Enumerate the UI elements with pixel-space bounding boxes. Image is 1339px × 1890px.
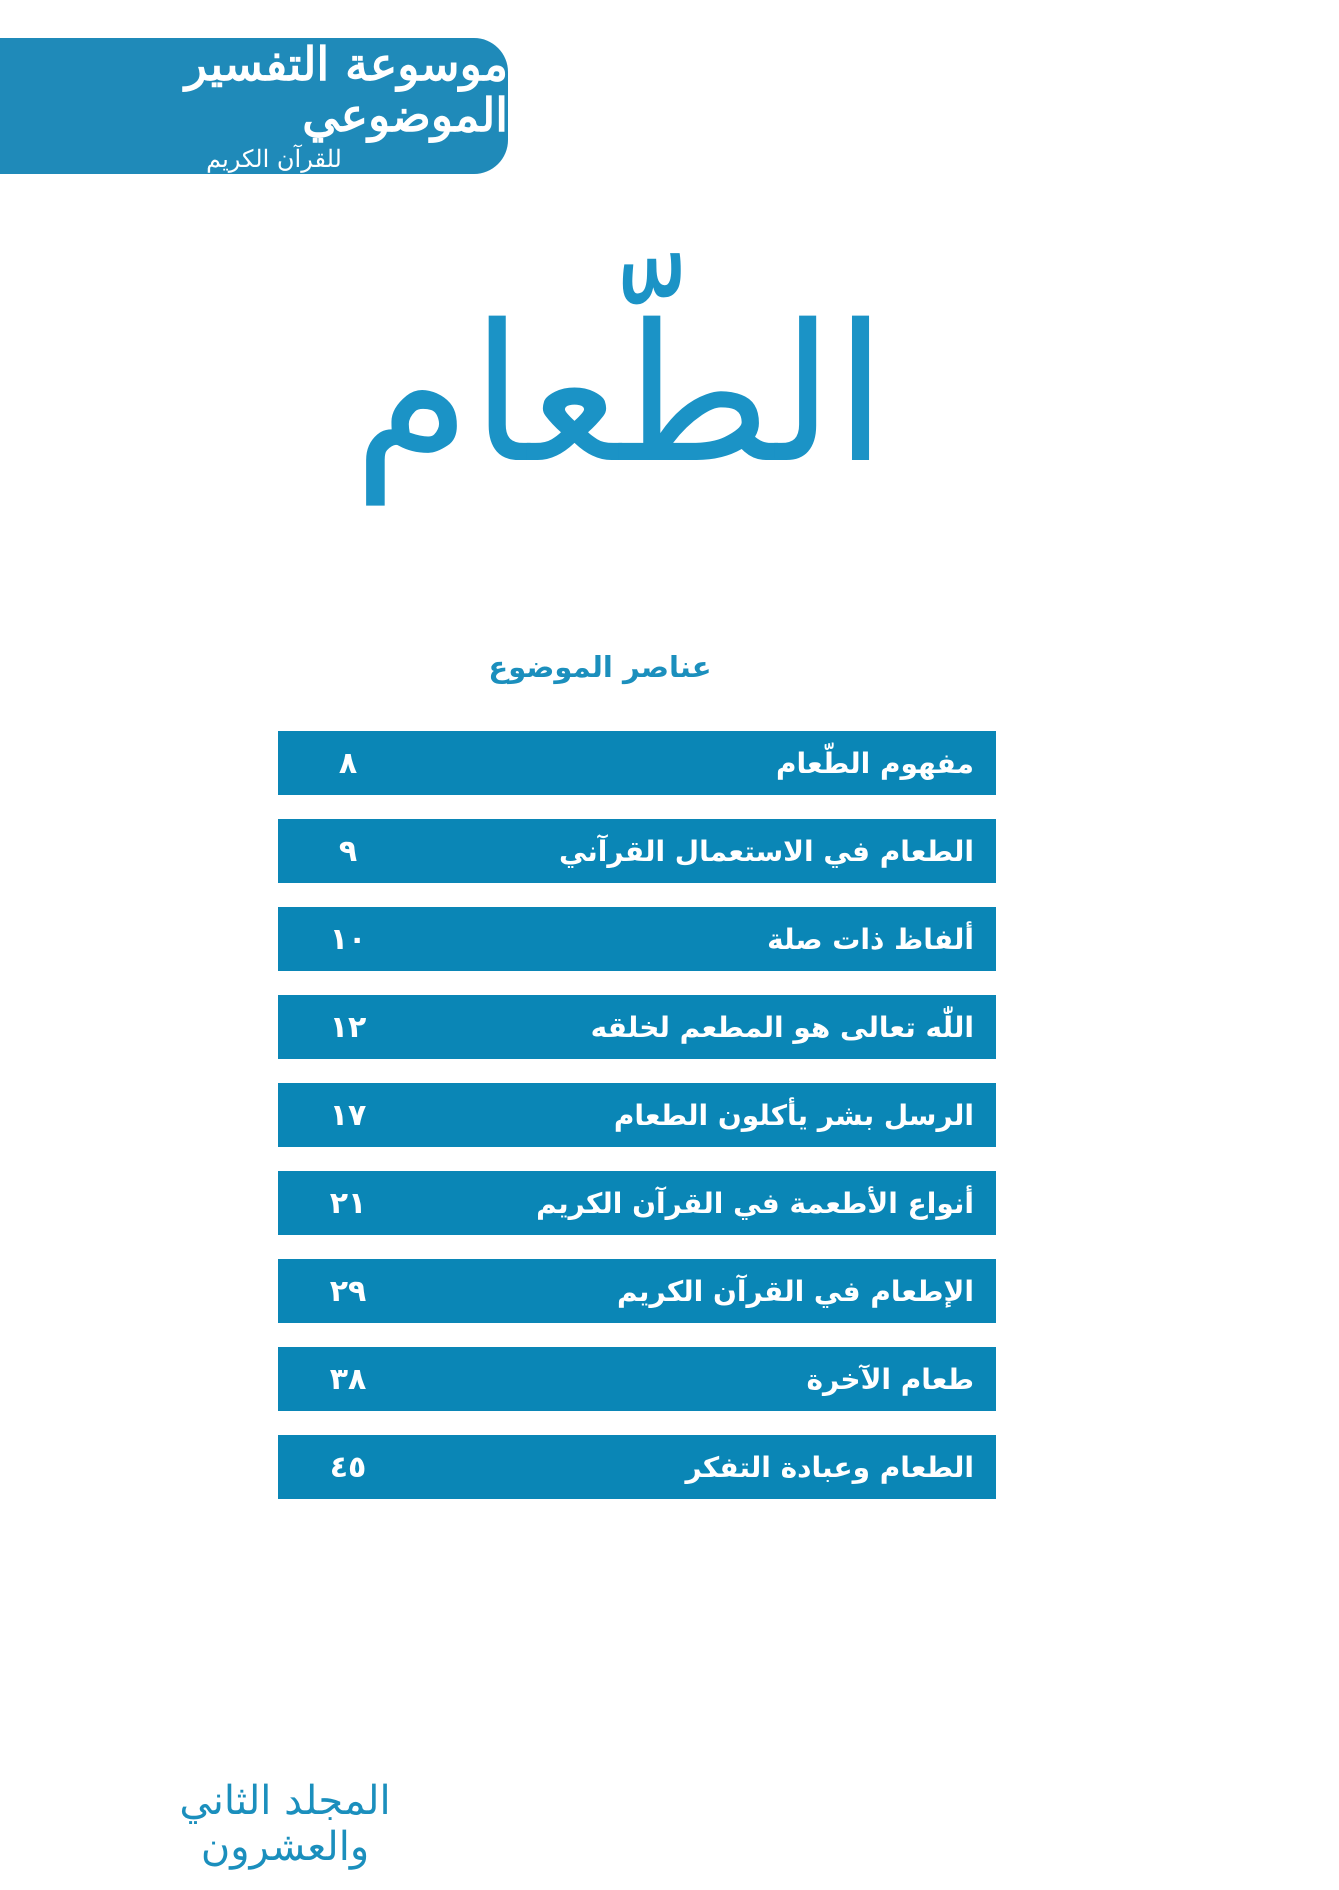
toc-item-title: ألفاظ ذات صلة bbox=[767, 922, 974, 956]
toc-row[interactable] bbox=[278, 907, 996, 971]
toc-item-title: الطعام وعبادة التفكر bbox=[685, 1450, 974, 1484]
toc-item-page: ٤٥ bbox=[329, 1449, 367, 1485]
series-banner bbox=[0, 38, 508, 174]
toc-row[interactable] bbox=[278, 1347, 996, 1411]
toc-row[interactable] bbox=[278, 731, 996, 795]
toc-row[interactable] bbox=[278, 1435, 996, 1499]
volume-label: المجلد الثاني والعشرون bbox=[179, 1778, 391, 1870]
toc-item-page: ١٠ bbox=[329, 921, 367, 957]
toc-row[interactable] bbox=[278, 1171, 996, 1235]
toc-item-title: اللّٰه تعالى هو المطعم لخلقه bbox=[590, 1010, 974, 1044]
toc-item-title: أنواع الأطعمة في القرآن الكريم bbox=[536, 1186, 974, 1220]
toc-item-title: مفهوم الطّعام bbox=[775, 746, 974, 780]
series-title: موسوعة التفسير الموضوعي bbox=[184, 37, 508, 142]
toc-row[interactable] bbox=[278, 995, 996, 1059]
toc-row[interactable] bbox=[278, 1083, 996, 1147]
page-title: الطّعام bbox=[353, 284, 887, 505]
toc-item-title: الطعام في الاستعمال القرآني bbox=[558, 834, 974, 868]
toc-item-title: طعام الآخرة bbox=[806, 1362, 974, 1396]
table-of-contents bbox=[278, 731, 996, 1523]
toc-item-page: ١٢ bbox=[329, 1009, 367, 1045]
toc-item-page: ١٧ bbox=[329, 1097, 367, 1133]
toc-item-page: ٨ bbox=[338, 745, 358, 781]
toc-row[interactable] bbox=[278, 1259, 996, 1323]
toc-item-page: ٩ bbox=[338, 833, 358, 869]
toc-heading: عناصر الموضوع bbox=[488, 650, 712, 684]
toc-item-page: ٢٩ bbox=[329, 1273, 367, 1309]
series-subtitle: للقرآن الكريم bbox=[206, 144, 342, 173]
toc-item-title: الرسل بشر يأكلون الطعام bbox=[613, 1098, 974, 1132]
toc-item-page: ٢١ bbox=[329, 1185, 367, 1221]
toc-item-page: ٣٨ bbox=[329, 1361, 367, 1397]
toc-item-title: الإطعام في القرآن الكريم bbox=[616, 1274, 974, 1308]
toc-row[interactable] bbox=[278, 819, 996, 883]
